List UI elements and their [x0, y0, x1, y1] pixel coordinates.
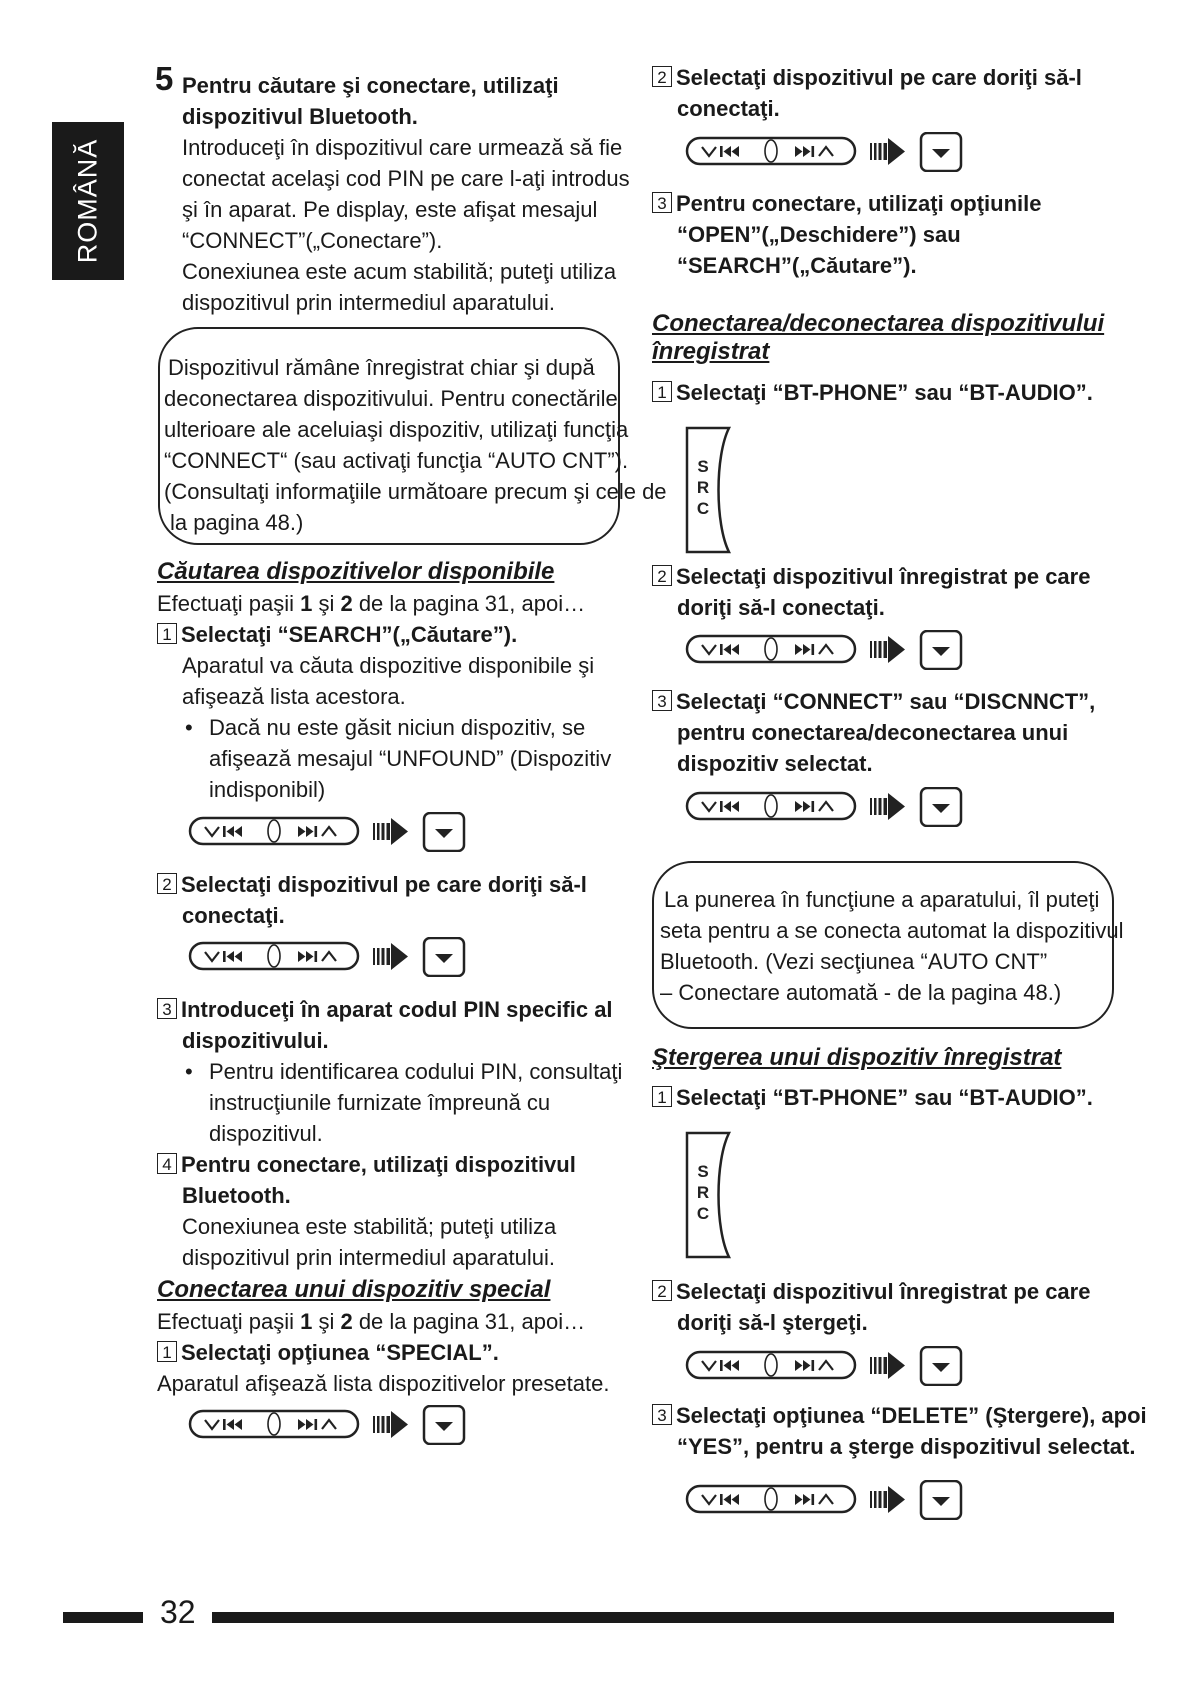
delete-step-2: 2 Selectaţi dispozitivul înregistrat pe care — [652, 1276, 1090, 1307]
cont-step-3: 3 Pentru conectare, utilizaţi opţiunile — [652, 188, 1042, 219]
step-number-box: 3 — [652, 1404, 672, 1425]
special-step-1: 1 Selectaţi opţiunea “SPECIAL”. — [157, 1337, 499, 1368]
step-5-body-line: dispozitivul prin intermediul aparatului. — [182, 290, 555, 315]
bullet-dot: • — [185, 1059, 193, 1084]
search-step-3-bullet: Pentru identificarea codului PIN, consultaţi — [209, 1059, 623, 1084]
search-step-1: 1 Selectaţi “SEARCH”(„Căutare”). — [157, 619, 517, 650]
search-step-2-line2: conectaţi. — [182, 903, 285, 928]
step-number-box: 4 — [157, 1153, 177, 1174]
step-number-box: 3 — [652, 192, 672, 213]
control-diagram-select — [188, 1405, 473, 1445]
search-intro: Efectuaţi paşii 1 şi 2 de la pagina 31, apoi… — [157, 591, 586, 616]
search-step-4-body: dispozitivul prin intermediul aparatului. — [182, 1245, 555, 1270]
step-number-box: 3 — [157, 998, 177, 1019]
step-number-box: 1 — [652, 1086, 672, 1107]
search-step-4-line2: Bluetooth. — [182, 1183, 291, 1208]
step-number-box: 3 — [652, 690, 672, 711]
note-line: Bluetooth. (Vezi secţiunea “AUTO CNT” — [660, 949, 1048, 974]
search-step-4: 4 Pentru conectare, utilizaţi dispozitivul — [157, 1149, 576, 1180]
step-5-body-line: “CONNECT”(„Conectare”). — [182, 228, 443, 253]
search-step-3-bullet: instrucţiunile furnizate împreună cu — [209, 1090, 551, 1115]
step-5-title-line2: dispozitivul Bluetooth. — [182, 104, 418, 129]
note-line: seta pentru a se conecta automat la dispozitivul — [660, 918, 1124, 943]
note-line: La punerea în funcţiune a aparatului, îl puteţi — [664, 887, 1100, 912]
control-diagram-select — [685, 630, 970, 670]
step-number-box: 1 — [157, 1341, 177, 1362]
step-5-body-line: Introduceţi în dispozitivul care urmează să fie — [182, 135, 623, 160]
control-diagram-select — [685, 1346, 970, 1386]
cont-step-3-line: “OPEN”(„Deschidere”) sau — [677, 222, 961, 247]
note-line: Dispozitivul rămâne înregistrat chiar şi după — [168, 355, 595, 380]
search-step-3-bullet: dispozitivul. — [209, 1121, 323, 1146]
delete-step-1: 1 Selectaţi “BT-PHONE” sau “BT-AUDIO”. — [652, 1082, 1093, 1113]
delete-step-3-line2: “YES”, pentru a şterge dispozitivul selectat. — [677, 1434, 1136, 1459]
connect-step-1: 1 Selectaţi “BT-PHONE” sau “BT-AUDIO”. — [652, 377, 1093, 408]
connect-step-3-line: pentru conectarea/deconectarea unui — [677, 720, 1069, 745]
footer-rule-left — [63, 1612, 143, 1623]
note-line: deconectarea dispozitivului. Pentru conectările — [164, 386, 618, 411]
control-diagram-select — [685, 787, 970, 827]
special-intro: Efectuaţi paşii 1 şi 2 de la pagina 31, apoi… — [157, 1309, 586, 1334]
step-5-body-line: Conexiunea este acum stabilită; puteţi utiliza — [182, 259, 617, 284]
control-diagram-select — [188, 812, 473, 852]
bullet-dot: • — [185, 715, 193, 740]
section-heading-delete: Ştergerea unui dispozitiv înregistrat — [652, 1044, 1062, 1071]
step-5-body-line: şi în aparat. Pe display, este afişat mesajul — [182, 197, 598, 222]
control-diagram-select — [188, 937, 473, 977]
src-button-diagram — [685, 1131, 735, 1259]
section-heading-connect-registered: Conectarea/deconectarea dispozitivului — [652, 310, 1105, 337]
language-tab — [52, 122, 124, 280]
delete-step-2-line2: doriţi să-l ştergeţi. — [677, 1310, 868, 1335]
delete-step-3: 3 Selectaţi opţiunea “DELETE” (Ştergere), apoi — [652, 1400, 1147, 1431]
search-step-3-line2: dispozitivului. — [182, 1028, 329, 1053]
note-line: la pagina 48.) — [170, 510, 304, 535]
step-5-title-line1: Pentru căutare şi conectare, utilizaţi — [182, 73, 559, 98]
search-step-1-body: Aparatul va căuta dispozitive disponibile şi — [182, 653, 595, 678]
search-step-1-bullet: Dacă nu este găsit niciun dispozitiv, se — [209, 715, 586, 740]
note-line: (Consultaţi informaţiile următoare precum şi cele de — [164, 479, 667, 504]
step-5-body-line: conectat acelaşi cod PIN pe care l-aţi introdus — [182, 166, 630, 191]
note-line: “CONNECT“ (sau activaţi funcţia “AUTO CNT”). — [164, 448, 629, 473]
search-step-1-bullet: indisponibil) — [209, 777, 326, 802]
section-heading-special: Conectarea unui dispozitiv special — [157, 1276, 551, 1303]
connect-step-3-line: dispozitiv selectat. — [677, 751, 873, 776]
footer-rule-right — [212, 1612, 1114, 1623]
step-number-box: 2 — [652, 1280, 672, 1301]
step-number-box: 2 — [652, 565, 672, 586]
note-line: – Conectare automată - de la pagina 48.) — [660, 980, 1062, 1005]
step-number-box: 2 — [157, 873, 177, 894]
control-diagram-select — [685, 1480, 970, 1520]
step-5-number: 5 — [155, 60, 174, 97]
connect-step-3: 3 Selectaţi “CONNECT” sau “DISCNNCT”, — [652, 686, 1095, 717]
src-button-diagram — [685, 426, 735, 554]
cont-step-3-line: “SEARCH”(„Căutare”). — [677, 253, 917, 278]
language-tab-label: ROMÂNĂ — [72, 138, 103, 264]
section-heading-connect-registered-line2: înregistrat — [652, 338, 770, 365]
note-line: ulterioare ale aceluiaşi dispozitiv, utilizaţi funcţia — [164, 417, 629, 442]
connect-step-2: 2 Selectaţi dispozitivul înregistrat pe care — [652, 561, 1090, 592]
step-number-box: 2 — [652, 66, 672, 87]
step-number-box: 1 — [157, 623, 177, 644]
search-step-1-bullet: afişează mesajul “UNFOUND” (Dispozitiv — [209, 746, 612, 771]
search-step-4-body: Conexiunea este stabilită; puteţi utiliza — [182, 1214, 557, 1239]
section-heading-search: Căutarea dispozitivelor disponibile — [157, 558, 555, 585]
search-step-2: 2 Selectaţi dispozitivul pe care doriţi să-l — [157, 869, 587, 900]
connect-step-2-line2: doriţi să-l conectaţi. — [677, 595, 885, 620]
search-step-3: 3 Introduceţi în aparat codul PIN specific al — [157, 994, 613, 1025]
page-number: 32 — [160, 1594, 196, 1630]
special-step-1-body: Aparatul afişează lista dispozitivelor presetate. — [157, 1371, 610, 1396]
step-number-box: 1 — [652, 381, 672, 402]
cont-step-2-line2: conectaţi. — [677, 96, 780, 121]
search-step-1-body: afişează lista acestora. — [182, 684, 406, 709]
control-diagram-select — [685, 132, 970, 172]
cont-step-2: 2 Selectaţi dispozitivul pe care doriţi să-l — [652, 62, 1082, 93]
